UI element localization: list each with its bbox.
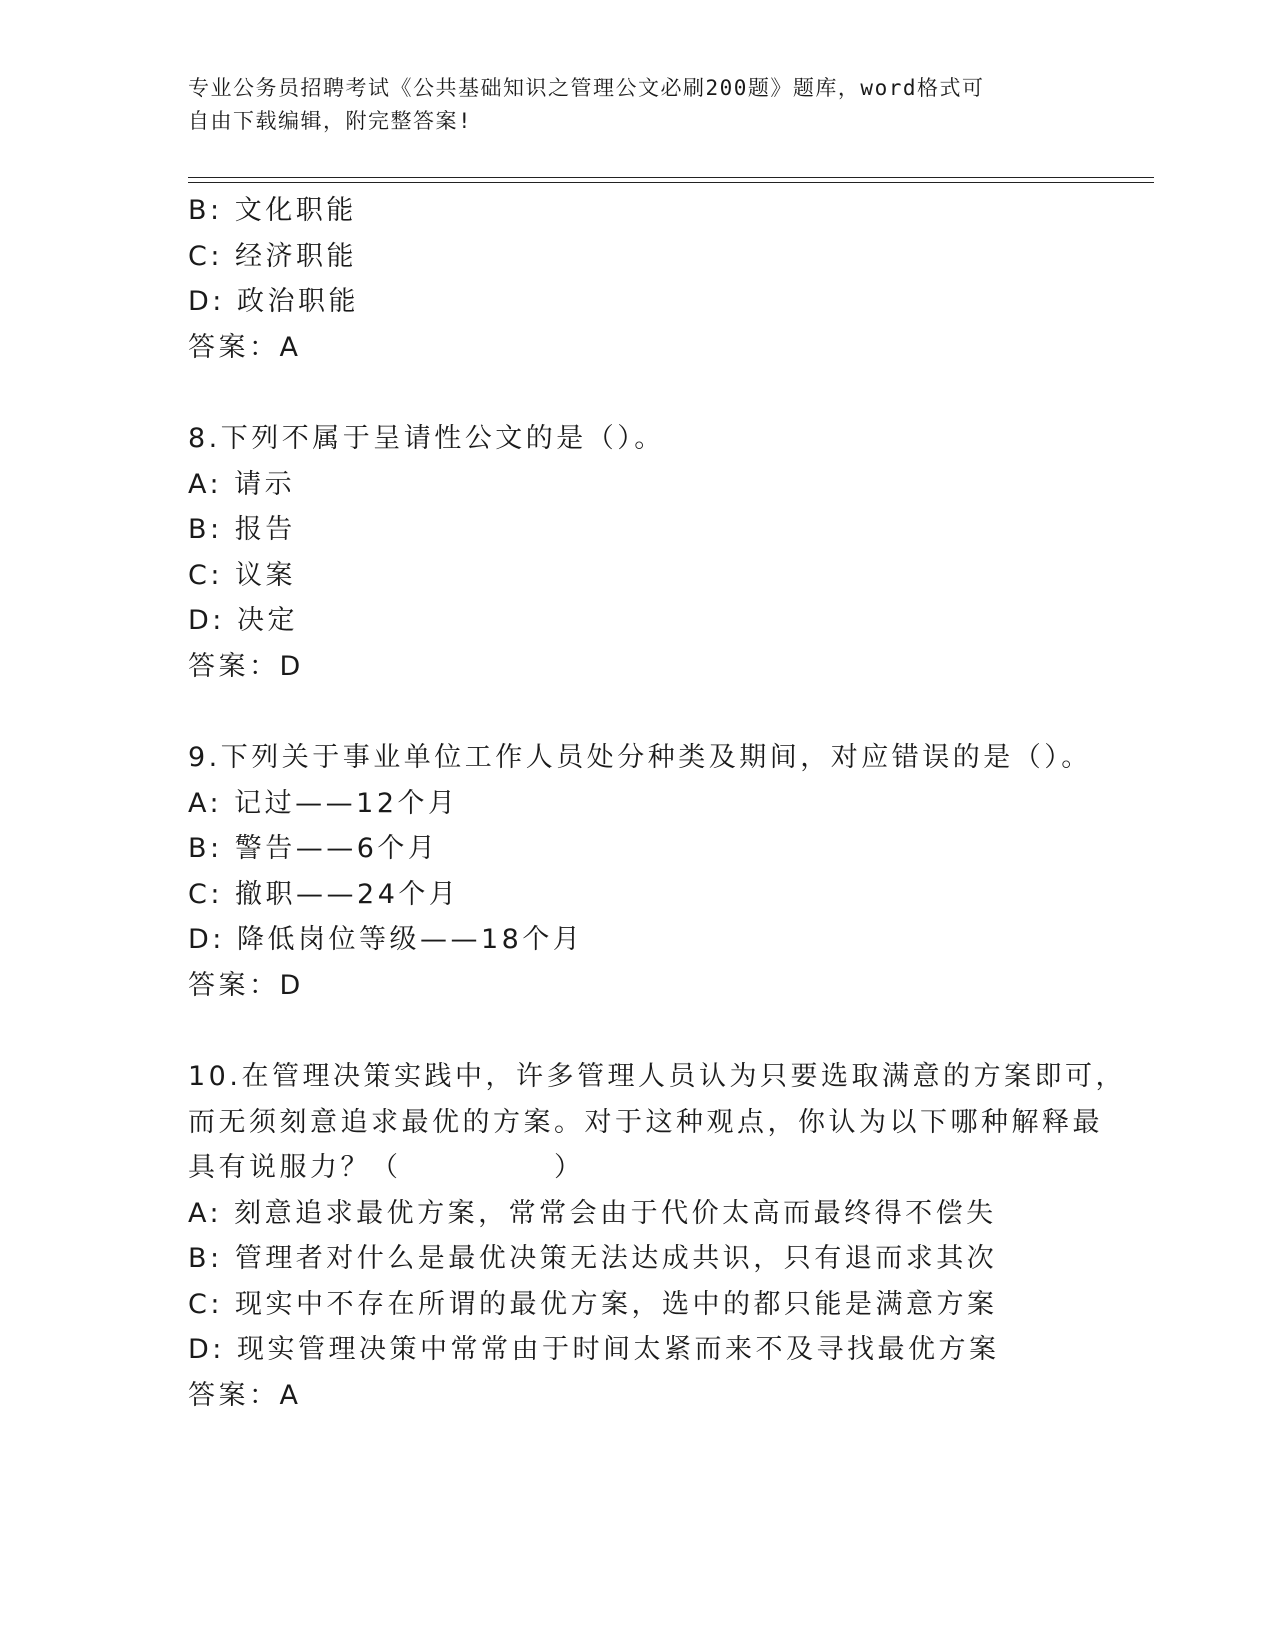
option-b: B: 文化职能 bbox=[188, 195, 357, 226]
option-c: C: 撤职——24个月 bbox=[188, 878, 460, 910]
option-c: C: 经济职能 bbox=[188, 240, 358, 272]
option-a: A: 请示 bbox=[188, 468, 296, 500]
option-b: B: 警告——6个月 bbox=[188, 833, 439, 864]
header-line-2: 自由下载编辑，附完整答案! bbox=[188, 109, 473, 133]
header-line-1: 专业公务员招聘考试《公共基础知识之管理公文必刷200题》题库，word格式可 bbox=[188, 76, 985, 100]
question-9 bbox=[188, 735, 1138, 1008]
header-divider-top bbox=[188, 177, 1154, 178]
option-a: A: 刻意追求最优方案，常常会由于代价太高而最终得不偿失 bbox=[188, 1197, 997, 1229]
question-list bbox=[188, 188, 1138, 1418]
question-7-continued bbox=[188, 188, 1138, 370]
option-d: D: 降低岗位等级——18个月 bbox=[188, 924, 584, 955]
option-b: B: 报告 bbox=[188, 514, 296, 545]
answer: 答案：A bbox=[188, 1379, 302, 1411]
answer: 答案：A bbox=[188, 331, 302, 363]
option-a: A: 记过——12个月 bbox=[188, 787, 459, 819]
header-divider-bottom bbox=[188, 182, 1154, 183]
option-b: B: 管理者对什么是最优决策无法达成共识，只有退而求其次 bbox=[188, 1243, 998, 1274]
option-c: C: 现实中不存在所谓的最优方案，选中的都只能是满意方案 bbox=[188, 1288, 998, 1320]
option-c: C: 议案 bbox=[188, 559, 297, 591]
option-d: D: 现实管理决策中常常由于时间太紧而来不及寻找最优方案 bbox=[188, 1334, 1000, 1365]
document-header bbox=[188, 72, 1088, 138]
answer: 答案：D bbox=[188, 969, 304, 1001]
question-stem-line-1: 10.在管理决策实践中，许多管理人员认为只要选取满意的方案即可， bbox=[188, 1061, 1126, 1092]
question-stem-line-2: 而无须刻意追求最优的方案。对于这种观点，你认为以下哪种解释最 bbox=[188, 1106, 1103, 1138]
question-10 bbox=[188, 1054, 1138, 1418]
question-stem: 8.下列不属于呈请性公文的是（）。 bbox=[188, 423, 665, 454]
question-8 bbox=[188, 416, 1138, 689]
answer: 答案：D bbox=[188, 650, 304, 682]
question-stem: 9.下列关于事业单位工作人员处分种类及期间，对应错误的是（）。 bbox=[188, 742, 1092, 773]
question-stem-line-3: 具有说服力？（ ） bbox=[188, 1152, 585, 1183]
option-d: D: 决定 bbox=[188, 605, 298, 636]
option-d: D: 政治职能 bbox=[188, 286, 359, 317]
